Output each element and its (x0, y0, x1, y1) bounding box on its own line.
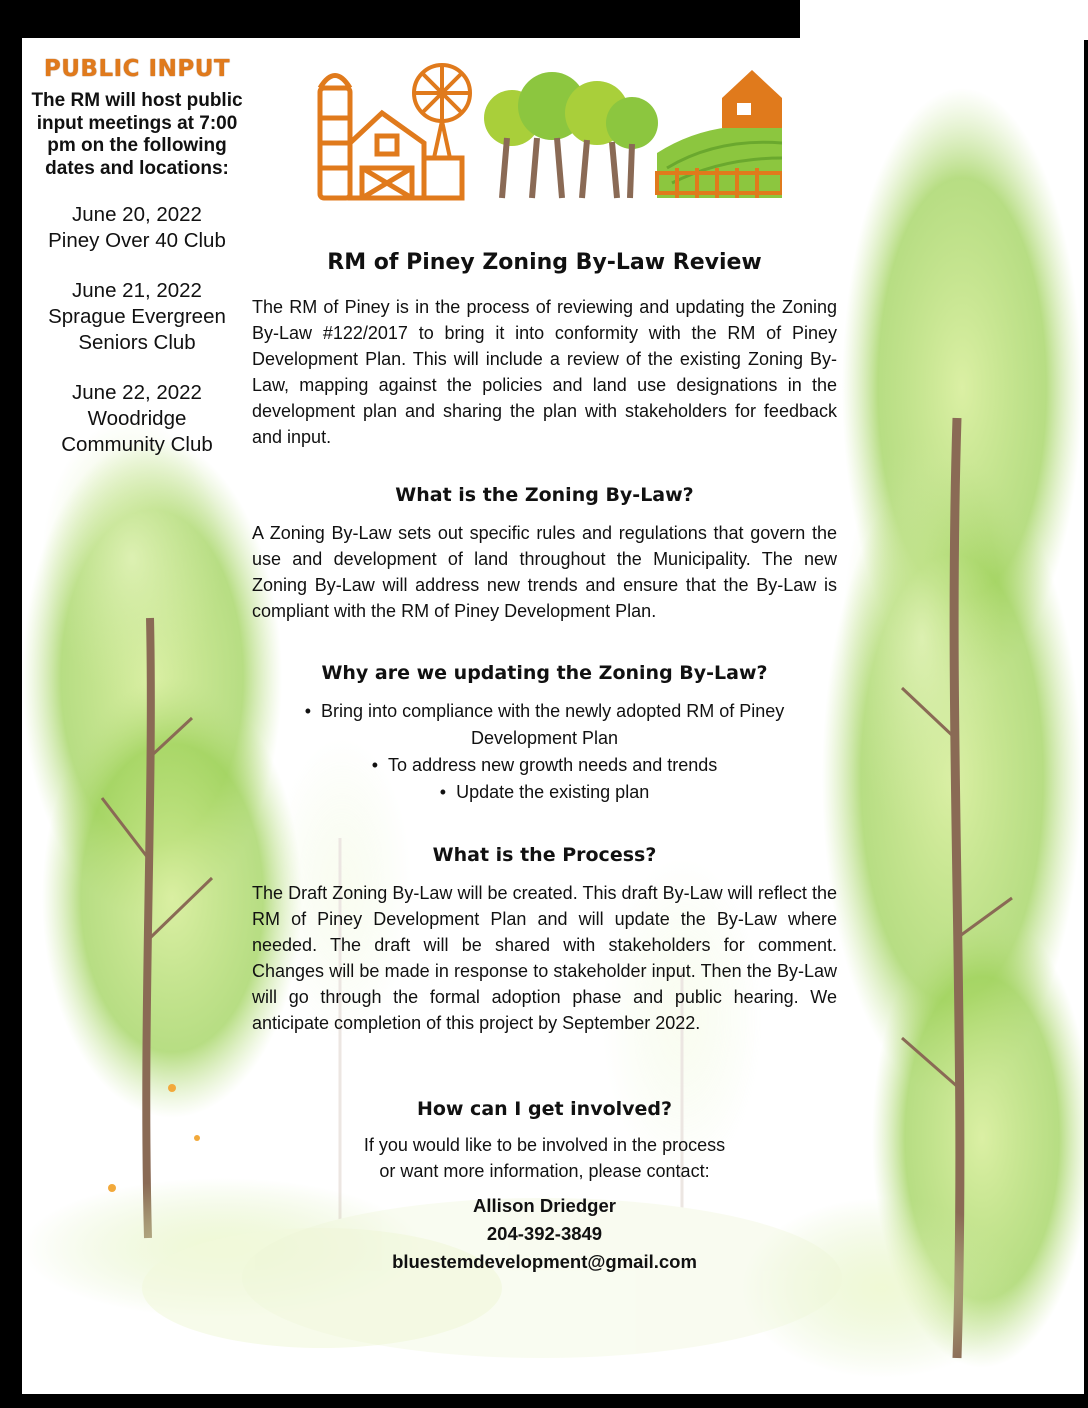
page-title: RM of Piney Zoning By-Law Review (327, 250, 762, 275)
contact-phone: 204-392-3849 (486, 1223, 603, 1244)
process-heading: What is the Process? (432, 844, 657, 866)
public-input-title: PUBLIC INPUT (43, 56, 231, 82)
meeting-location: Piney Over 40 Club (48, 229, 226, 252)
contact-name: Allison Driedger (473, 1195, 616, 1216)
why-section (252, 662, 837, 806)
intro-section (252, 294, 837, 450)
meeting-date: June 22, 2022 (72, 381, 202, 404)
public-input-sidebar (22, 52, 252, 482)
list-item (252, 698, 837, 752)
trees-icon (484, 72, 658, 198)
why-list (252, 698, 837, 806)
list-item (252, 779, 837, 806)
meeting-date: June 20, 2022 (72, 203, 202, 226)
meeting-item (22, 202, 252, 254)
process-paragraph: The Draft Zoning By-Law will be created. This draft By-Law will reflect the RM of Piney Development Plan and will update the By-Law where needed. The draft will be shared with stakeholders for comment. Changes will be made in response to stakeholder input. Then the By-Law will go through the formal adoption phase and public hearing. We anticipate completion of this project by September 2022. (252, 883, 837, 1033)
page-margin-left (0, 0, 22, 1408)
public-input-intro: The RM will host public input meetings at 7:00 pm on the following dates and locations: (31, 90, 243, 179)
intro-paragraph: The RM of Piney is in the process of reviewing and updating the Zoning By-Law #122/2017 to bring it into conformity with the RM of Piney Development Plan. This will include a review of the existing Zoning By-Law, mapping against the policies and land use designations in the development plan and sharing the plan with stakeholders for feedback and input. (252, 297, 837, 447)
what-paragraph: A Zoning By-Law sets out specific rules and regulations that govern the use and development of land throughout the Municipality. The new Zoning By-Law will address new trends and ensure that the By-Law is compliant with the RM of Piney Development Plan. (252, 523, 837, 621)
list-item-text: To address new growth needs and trends (388, 755, 718, 775)
involved-heading: How can I get involved? (416, 1098, 673, 1120)
meeting-item (22, 380, 252, 458)
list-item (252, 752, 837, 779)
meeting-location: Woodridge Community Club (61, 407, 213, 456)
what-section (252, 484, 837, 624)
what-heading: What is the Zoning By-Law? (395, 484, 694, 506)
meeting-item (22, 278, 252, 356)
meeting-date: June 21, 2022 (72, 279, 202, 302)
rural-header-illustration (312, 58, 782, 208)
involved-section (252, 1098, 837, 1276)
involved-line: If you would like to be involved in the process (363, 1135, 726, 1155)
list-item-text: Update the existing plan (456, 782, 650, 802)
list-item-text: Bring into compliance with the newly adopted RM of Piney Development Plan (321, 701, 785, 748)
page-corner-fill (800, 0, 1088, 40)
meeting-location: Sprague Evergreen Seniors Club (48, 305, 226, 354)
why-heading: Why are we updating the Zoning By-Law? (321, 662, 768, 684)
process-section (252, 844, 837, 1036)
flyer-page (22, 38, 1084, 1394)
farmhouse-field-icon (657, 70, 782, 198)
involved-line: or want more information, please contact: (379, 1161, 710, 1181)
contact-email[interactable]: bluestemdevelopment@gmail.com (392, 1251, 697, 1272)
